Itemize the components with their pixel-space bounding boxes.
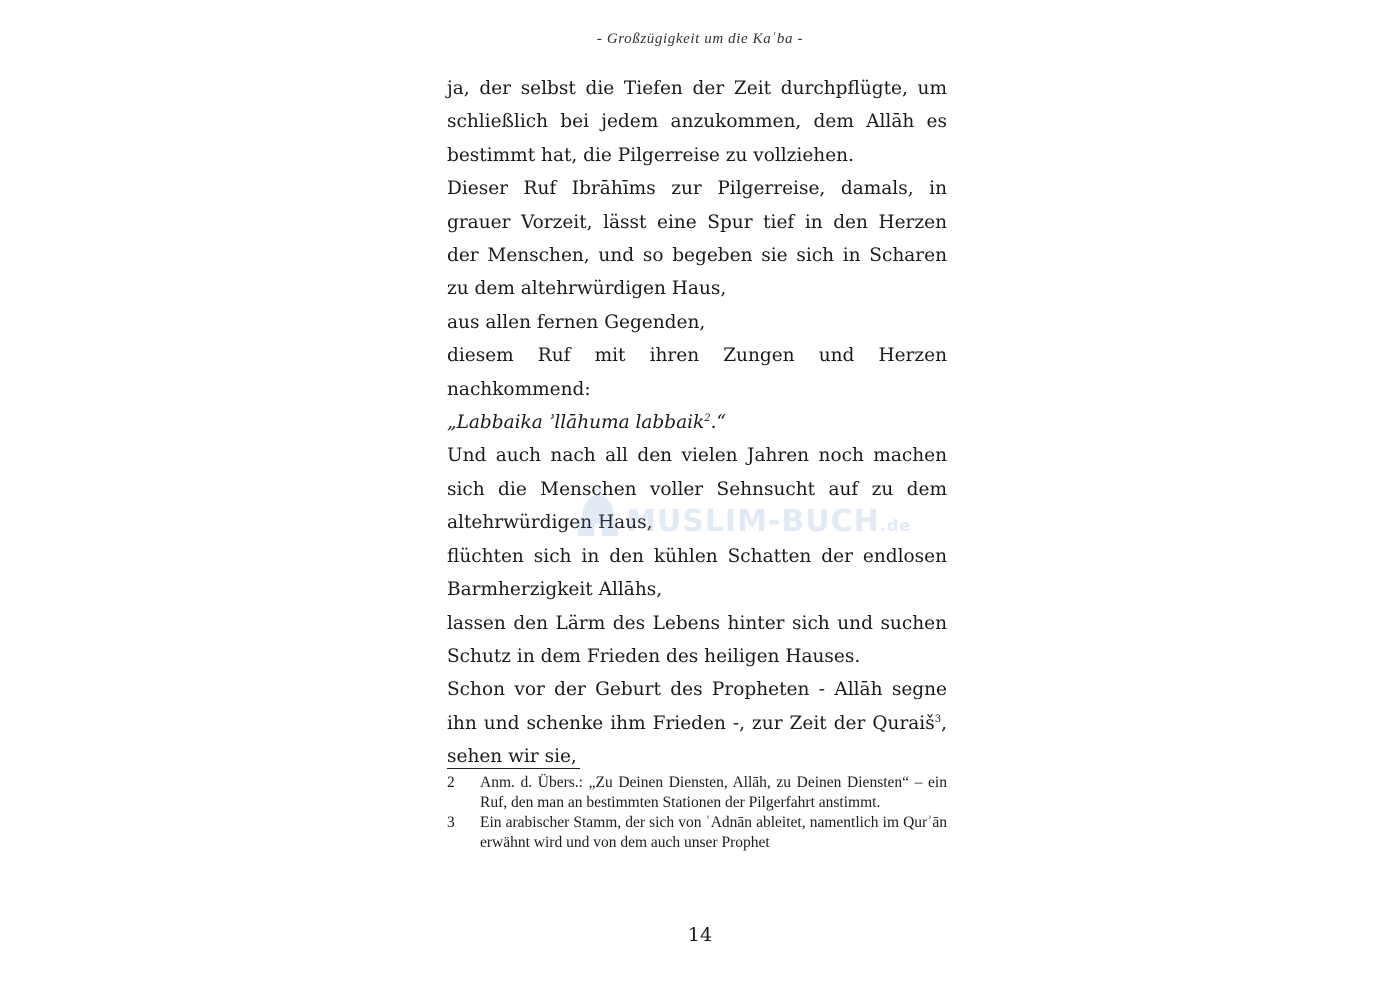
quote-text: „Labbaika ʾllāhuma labbaik	[447, 412, 705, 434]
paragraph-8-tail: , sehen wir sie,	[447, 712, 947, 768]
footnote-ref-3[interactable]: 3	[934, 713, 942, 725]
paragraph-3: aus allen fernen Gegenden,	[447, 311, 706, 333]
paragraph-8	[447, 673, 947, 773]
page-number: 14	[687, 924, 713, 946]
body-text	[447, 72, 947, 774]
paragraph-8-text: Schon vor der Geburt des Propheten - Allāh segne ihn und schenke ihm Frieden -, zur Zeit der Quraiš	[447, 679, 947, 734]
running-head: - Großzügigkeit um die Kaʿba -	[596, 31, 804, 47]
paragraph-7: lassen den Lärm des Lebens hinter sich und suchen Schutz in dem Frieden des heiligen Hauses.	[447, 612, 947, 667]
footnote-text: Ein arabischer Stamm, der sich von ʿAdnān ableitet, namentlich im Qurʾān erwähnt wird und von dem auch unser Prophet	[480, 814, 947, 851]
paragraph-1: ja, der selbst die Tiefen der Zeit durchpflügte, um schließlich bei jedem anzukommen, dem Allāh es bestimmt hat, die Pilgerreise zu vollziehen.	[447, 78, 947, 166]
quote-close: .“	[710, 412, 726, 434]
footnote-ref-2[interactable]: 2	[704, 412, 711, 424]
watermark-text: MUSLIM-BUCH.de	[626, 504, 912, 539]
paragraph-4: diesem Ruf mit ihren Zungen und Herzen nachkommend:	[447, 345, 947, 400]
footnote-number: 2	[447, 774, 455, 791]
footnote-3	[447, 813, 947, 853]
paragraph-6: flüchten sich in den kühlen Schatten der endlosen Barmherzigkeit Allāhs,	[447, 545, 947, 601]
footnote-separator	[447, 768, 580, 769]
footnotes	[447, 773, 947, 853]
paragraph-2: Dieser Ruf Ibrāhīms zur Pilgerreise, damals, in grauer Vorzeit, lässt eine Spur tief in den Herzen der Menschen, und so begeben sie sich in Scharen zu dem altehrwürdigen Haus,	[447, 178, 947, 300]
talbiya-quote	[447, 406, 947, 439]
paragraph-5: Und auch nach all den vielen Jahren noch machen sich die Menschen voller Sehnsucht auf zu dem altehrwürdigen Haus,	[447, 445, 947, 534]
footnote-2	[447, 773, 947, 813]
footnote-text: Anm. d. Übers.: „Zu Deinen Diensten, Allāh, zu Deinen Diensten“ – ein Ruf, den man an bestimmten Stationen der Pilgerfahrt anstimmt.	[480, 774, 947, 811]
footnote-number: 3	[447, 814, 455, 831]
